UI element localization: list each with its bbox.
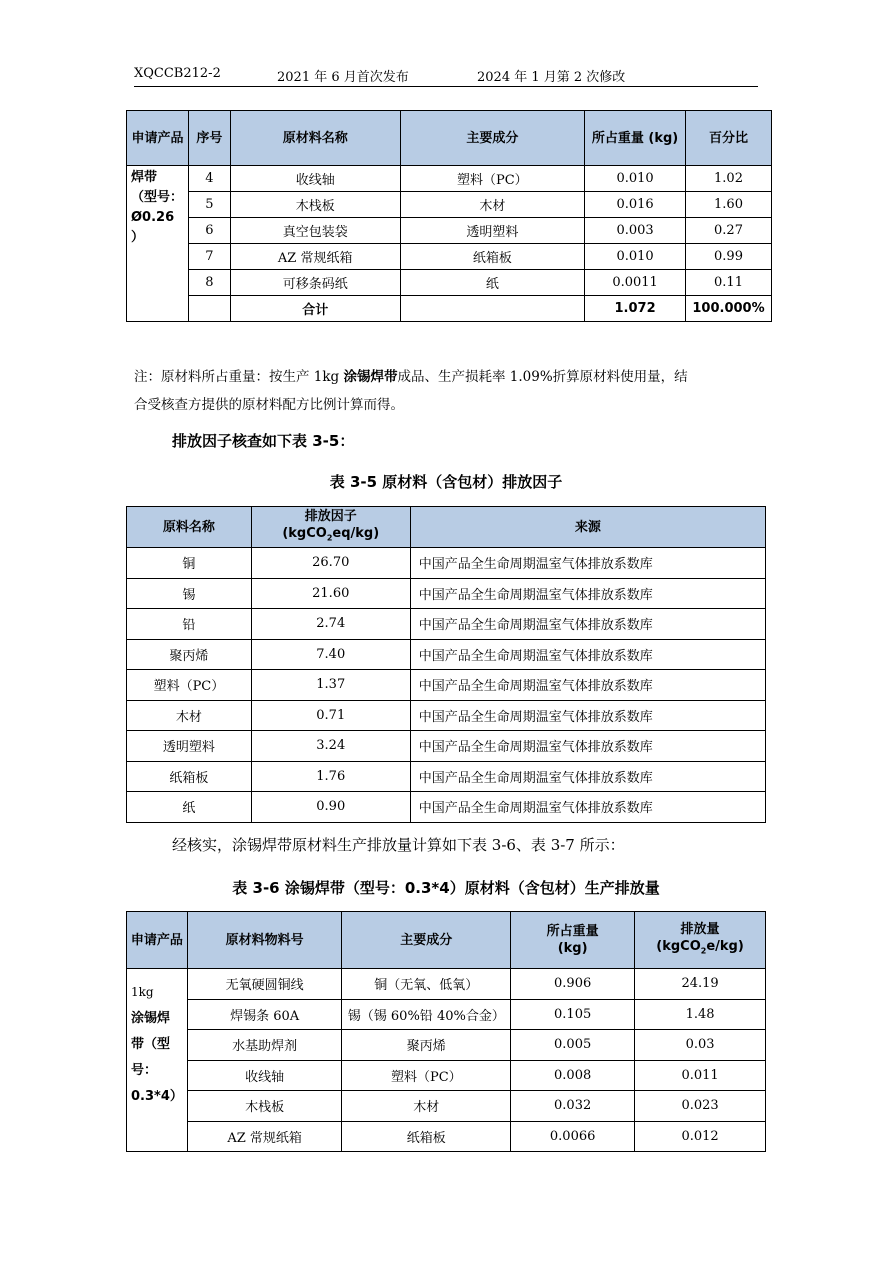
table-cell: 4 [188,166,230,192]
table-cell: 7 [188,244,230,270]
first-release-date: 2021 年 6 月首次发布 [277,70,409,85]
table-cell: 透明塑料 [400,218,585,244]
table-row [127,761,766,792]
table-cell: 聚丙烯 [127,639,252,670]
table-row [127,578,766,609]
total-weight: 1.072 [585,296,686,322]
col-header: 原材料物料号 [187,912,342,969]
table-cell: 中国产品全生命周期温室气体排放系数库 [410,609,765,640]
table-cell: 7.40 [251,639,410,670]
table-cell: 0.27 [686,218,772,244]
table-cell: 中国产品全生命周期温室气体排放系数库 [410,639,765,670]
col-header-unit-b: eq/kg) [332,525,380,541]
col-header-line1: 所占重量 [546,924,599,939]
table-cell: 0.023 [635,1091,766,1122]
table-cell: 纸箱板 [400,244,585,270]
table3-caption: 表 3-6 涂锡焊带（型号：0.3*4）原材料（含包材）生产排放量 [232,879,660,897]
table-cell: 1.60 [686,192,772,218]
materials-table [126,110,772,322]
table-cell: 纸箱板 [127,761,252,792]
subscript-2: 2 [700,946,707,956]
table-cell: 锡（锡 60%铅 40%合金） [342,999,511,1030]
table-cell: 纸 [400,270,585,296]
table-cell: 0.012 [635,1121,766,1152]
table-cell: 1.37 [251,670,410,701]
col-header: 主要成分 [400,111,585,166]
table-cell: 纸箱板 [342,1121,511,1152]
col-header [251,507,410,548]
table-row [127,731,766,762]
table-row [127,192,772,218]
table-cell: 0.906 [511,969,635,1000]
table-cell: 1.48 [635,999,766,1030]
table-cell: 0.005 [511,1030,635,1061]
product-cell: 焊带 （型号：Ø0.26 ） [127,166,189,322]
table-cell: 24.19 [635,969,766,1000]
table-header-row [127,111,772,166]
table-cell: 无氧硬圆铜线 [187,969,342,1000]
table-cell: 1.76 [251,761,410,792]
table-cell: 6 [188,218,230,244]
table-cell: 5 [188,192,230,218]
table-cell: 0.0066 [511,1121,635,1152]
table-cell: 26.70 [251,548,410,579]
table-cell: 0.016 [585,192,686,218]
note-prefix: 注：原材料所占重量：按生产 1kg [134,369,344,385]
col-header: 所占重量 (kg) [585,111,686,166]
table-cell: 中国产品全生命周期温室气体排放系数库 [410,700,765,731]
table-cell: 收线轴 [187,1060,342,1091]
table-cell: 2.74 [251,609,410,640]
table-cell: 木材 [342,1091,511,1122]
table-row [127,166,772,192]
table-cell: 透明塑料 [127,731,252,762]
col-header: 百分比 [686,111,772,166]
col-header: 原材料名称 [230,111,400,166]
col-header: 申请产品 [127,111,189,166]
col-header [511,912,635,969]
table-row [127,1091,766,1122]
col-header: 申请产品 [127,912,188,969]
table-row [127,1060,766,1091]
col-header-line2: (kg) [557,941,588,956]
table-cell: 收线轴 [230,166,400,192]
note-line2: 合受核查方提供的原材料配方比例计算而得。 [134,397,404,413]
table-cell: 8 [188,270,230,296]
verify-paragraph: 经核实，涂锡焊带原材料生产排放量计算如下表 3-6、表 3-7 所示： [172,836,625,854]
table-cell: AZ 常规纸箱 [230,244,400,270]
table-cell: 铜 [127,548,252,579]
table-cell: 0.11 [686,270,772,296]
emission-factor-table [126,506,766,823]
col-header-line1: 排放量 [680,921,720,937]
table-cell: 木材 [127,700,252,731]
table-cell: 纸 [127,792,252,823]
col-header [635,912,766,969]
table-cell: 1.02 [686,166,772,192]
total-row [127,296,772,322]
table-cell: 0.003 [585,218,686,244]
col-header-line1: 排放因子 [304,508,357,524]
table-header-row [127,912,766,969]
col-header-unit-a: (kgCO [282,525,327,541]
product-cell [127,969,188,1152]
col-header: 序号 [188,111,230,166]
note-paragraph [134,363,764,419]
table-cell: 木栈板 [187,1091,342,1122]
total-percent: 100.000% [686,296,772,322]
table2-caption: 表 3-5 原材料（含包材）排放因子 [329,473,563,491]
table-row [127,609,766,640]
table-cell: 0.03 [635,1030,766,1061]
table-cell: 铅 [127,609,252,640]
table-cell: 中国产品全生命周期温室气体排放系数库 [410,761,765,792]
table-cell: 0.032 [511,1091,635,1122]
table-cell: 聚丙烯 [342,1030,511,1061]
table-cell: 水基助焊剂 [187,1030,342,1061]
table-row [127,792,766,823]
table-row [127,639,766,670]
table-cell: 0.90 [251,792,410,823]
total-label: 合计 [230,296,400,322]
table-cell: 锡 [127,578,252,609]
table-row [127,969,766,1000]
table-cell: 木材 [400,192,585,218]
product-name: 涂锡焊带（型号：0.3*4） [131,1011,183,1104]
col-header: 主要成分 [342,912,511,969]
table-cell: 中国产品全生命周期温室气体排放系数库 [410,578,765,609]
table-cell: 焊锡条 60A [187,999,342,1030]
table-row [127,270,772,296]
table-cell: 可移条码纸 [230,270,400,296]
table-cell: 塑料（PC） [127,670,252,701]
col-header-unit-a: (kgCO [656,938,701,954]
table-row [127,1030,766,1061]
col-header: 原料名称 [127,507,252,548]
product-qty: 1kg [131,985,154,999]
table-cell: 0.011 [635,1060,766,1091]
table-cell: 铜（无氧、低氧） [342,969,511,1000]
table-row [127,548,766,579]
table-cell: 0.0011 [585,270,686,296]
table-cell: 3.24 [251,731,410,762]
col-header-unit-b: e/kg) [706,938,744,954]
table-row [127,244,772,270]
table-cell: 塑料（PC） [342,1060,511,1091]
table-cell: 真空包装袋 [230,218,400,244]
table-cell: 21.60 [251,578,410,609]
table-row [127,999,766,1030]
note-suffix: 成品、生产损耗率 1.09%折算原材料使用量，结 [397,369,688,385]
table-row [127,218,772,244]
revision-date: 2024 年 1 月第 2 次修改 [477,70,626,85]
emission-table [126,911,766,1152]
table-cell: 中国产品全生命周期温室气体排放系数库 [410,670,765,701]
table-cell: 木栈板 [230,192,400,218]
table-cell: 中国产品全生命周期温室气体排放系数库 [410,792,765,823]
page-header [134,66,758,87]
col-header: 来源 [410,507,765,548]
table-cell: 中国产品全生命周期温室气体排放系数库 [410,731,765,762]
subscript-2: 2 [326,533,333,543]
section-heading: 排放因子核查如下表 3-5： [172,432,355,450]
table-cell: 0.010 [585,244,686,270]
table-row [127,700,766,731]
table-row [127,670,766,701]
table-header-row [127,507,766,548]
table-cell [188,296,230,322]
note-bold: 涂锡焊带 [343,369,398,385]
table-cell: 0.105 [511,999,635,1030]
doc-code: XQCCB212-2 [134,66,221,81]
table-cell: 0.71 [251,700,410,731]
table-cell [400,296,585,322]
table-cell: 0.010 [585,166,686,192]
table-row [127,1121,766,1152]
table-cell: 塑料（PC） [400,166,585,192]
table-cell: 中国产品全生命周期温室气体排放系数库 [410,548,765,579]
table-cell: 0.008 [511,1060,635,1091]
table-cell: AZ 常规纸箱 [187,1121,342,1152]
table-cell: 0.99 [686,244,772,270]
